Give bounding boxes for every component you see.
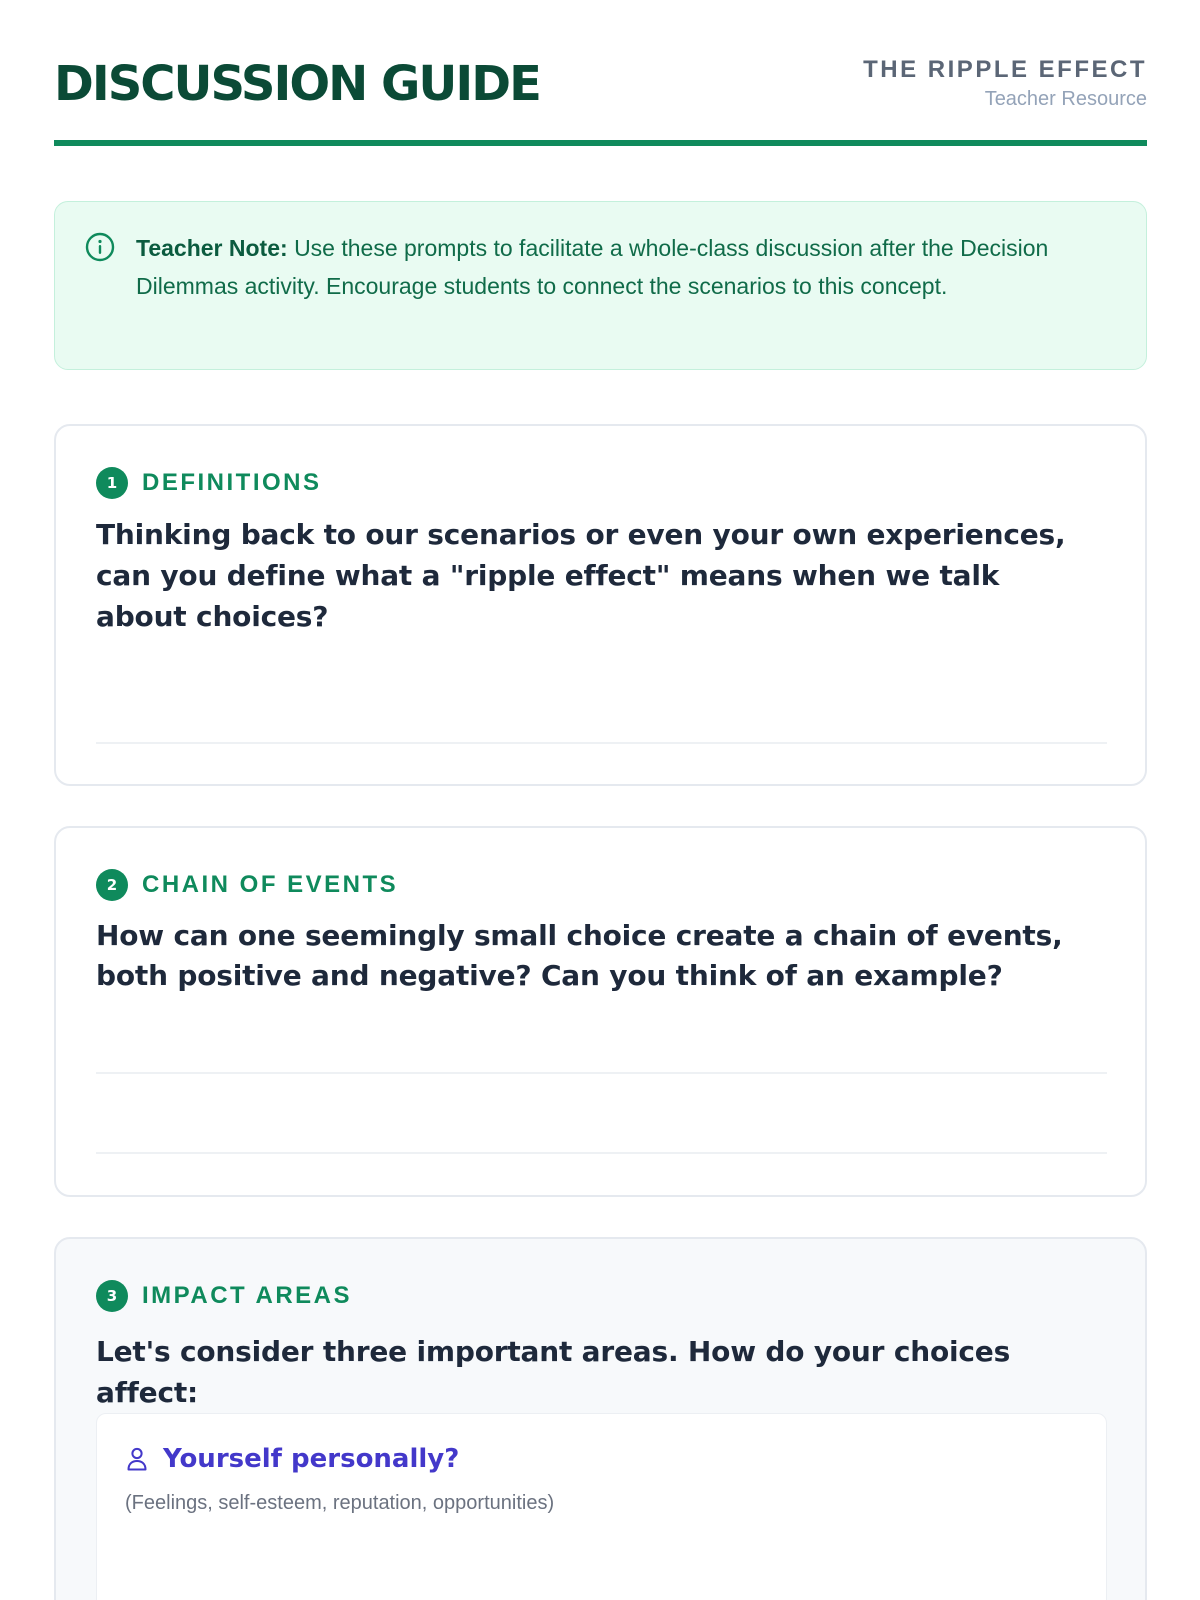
impact-area-header	[125, 1444, 459, 1474]
person-icon	[125, 1446, 149, 1472]
question-number-badge: 1	[96, 467, 128, 499]
question-text: Thinking back to our scenarios or even your own experiences, can you define what a "ripple effect" means when we talk about choices?	[96, 518, 1066, 633]
brand-subtitle: Teacher Resource	[984, 88, 1147, 110]
question-card-definitions	[54, 424, 1147, 786]
question-number-badge: 2	[96, 869, 128, 901]
question-label: CHAIN OF EVENTS	[142, 871, 399, 898]
question-text: Let's consider three important areas. How do your choices affect:	[96, 1335, 1011, 1409]
brand-name: THE RIPPLE EFFECT	[863, 56, 1147, 83]
discussion-guide-page	[54, 0, 1147, 1514]
teacher-note-text	[136, 229, 1096, 305]
question-text: How can one seemingly small choice create a chain of events, both positive and negative? Can you think of an example?	[96, 919, 1063, 992]
brand-block	[863, 56, 1147, 113]
question-card-impact-areas	[54, 1237, 1147, 1600]
question-label: DEFINITIONS	[142, 469, 322, 496]
question-header	[96, 1279, 352, 1313]
question-label: IMPACT AREAS	[142, 1282, 352, 1309]
answer-line[interactable]	[96, 1072, 1107, 1074]
question-header	[96, 868, 398, 902]
impact-area-hint: (Feelings, self-esteem, reputation, opportunities)	[125, 1492, 555, 1514]
teacher-note-label: Teacher Note:	[136, 235, 288, 261]
question-card-chain-of-events	[54, 826, 1147, 1197]
page-title: DISCUSSION GUIDE	[54, 56, 540, 112]
question-header	[96, 466, 322, 500]
teacher-note-body: Use these prompts to facilitate a whole-class discussion after the Decision Dilemmas activity. Encourage students to connect the scenarios to this concept.	[136, 235, 1049, 299]
teacher-note-callout	[54, 201, 1147, 370]
answer-line[interactable]	[96, 1152, 1107, 1154]
info-icon	[84, 231, 116, 263]
impact-area-title: Yourself personally?	[163, 1444, 460, 1474]
answer-line[interactable]	[96, 742, 1107, 744]
question-number-badge: 3	[96, 1280, 128, 1312]
impact-area-card	[96, 1413, 1107, 1600]
page-header	[54, 0, 1147, 146]
